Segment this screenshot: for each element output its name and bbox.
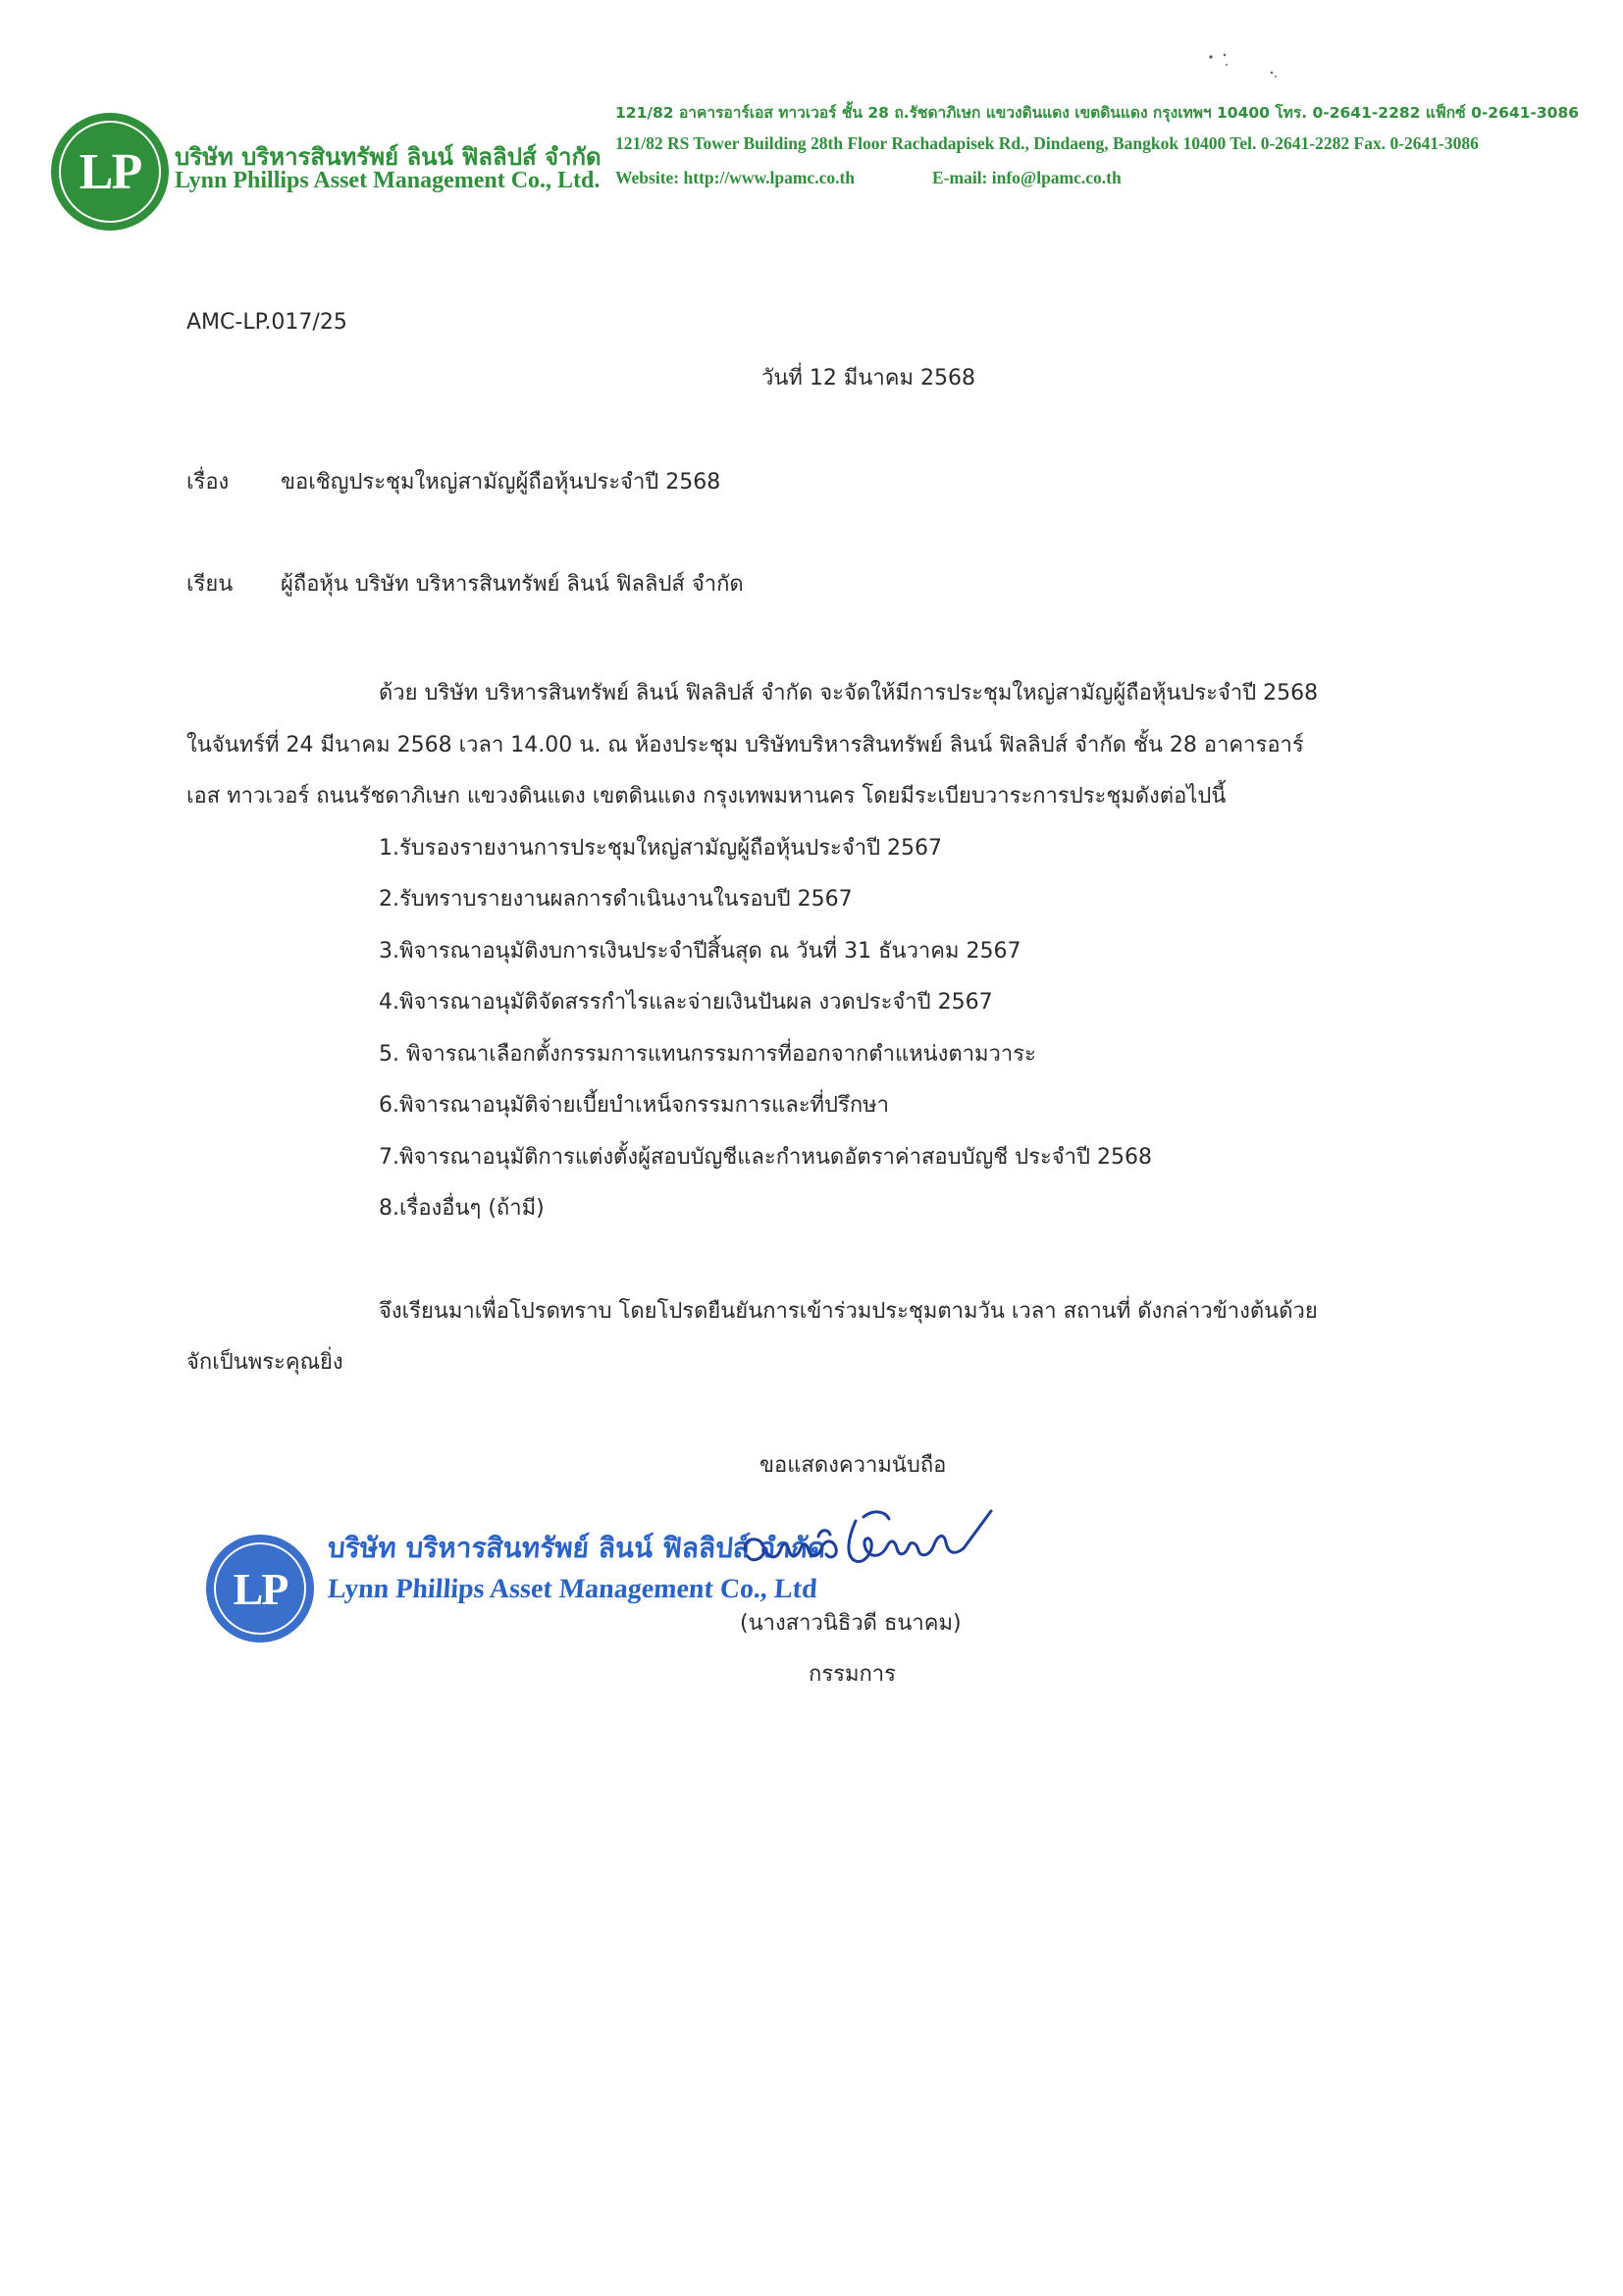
agenda-item: 5. พิจารณาเลือกตั้งกรรมการแทนกรรมการที่ออกจากตำแหน่งตามวาระ — [379, 1042, 1036, 1067]
website-link[interactable]: Website: http://www.lpamc.co.th — [615, 168, 856, 187]
handwritten-signature — [738, 1499, 1022, 1588]
signer-title: กรรมการ — [809, 1662, 896, 1687]
company-logo — [51, 113, 169, 231]
address-thai: 121/82 อาคารอาร์เอส ทาวเวอร์ ชั้น 28 ถ.รัชดาภิเษก แขวงดินแดง เขตดินแดง กรุงเทพฯ 10400 โทร. 0-2641-2282 แฟ็กซ์ 0-2641-3086 — [615, 104, 1580, 122]
closing-line: จักเป็นพระคุณยิ่ง — [186, 1350, 343, 1375]
company-name-english: Lynn Phillips Asset Management Co., Ltd. — [175, 168, 601, 193]
body-line: ด้วย บริษัท บริหารสินทรัพย์ ลินน์ ฟิลลิปส์ จำกัด จะจัดให้มีการประชุมใหญ่สามัญผู้ถือหุ้นประจำปี 2568 — [379, 681, 1319, 705]
logo-text: LP — [59, 121, 161, 223]
company-stamp-logo — [206, 1535, 314, 1643]
agenda-item: 1.รับรองรายงานการประชุมใหญ่สามัญผู้ถือหุ้นประจำปี 2567 — [379, 836, 943, 861]
email-link[interactable]: E-mail: info@lpamc.co.th — [932, 168, 1122, 187]
company-name-thai: บริษัท บริหารสินทรัพย์ ลินน์ ฟิลลิปส์ จำกัด — [175, 143, 602, 171]
stamp-name-english: Lynn Phillips Asset Management Co., Ltd — [326, 1574, 818, 1604]
reference-number: AMC-LP.017/25 — [186, 310, 347, 335]
recipient-text: ผู้ถือหุ้น บริษัท บริหารสินทรัพย์ ลินน์ ฟิลลิปส์ จำกัด — [281, 572, 744, 597]
agenda-item: 7.พิจารณาอนุมัติการแต่งตั้งผู้สอบบัญชีและกำหนดอัตราค่าสอบบัญชี ประจำปี 2568 — [379, 1145, 1152, 1170]
subject-text: ขอเชิญประชุมใหญ่สามัญผู้ถือหุ้นประจำปี 2568 — [281, 470, 721, 495]
subject-label: เรื่อง — [186, 470, 230, 495]
signer-name: (นางสาวนิธิวดี ธนาคม) — [740, 1611, 962, 1636]
to-label: เรียน — [186, 572, 234, 597]
agenda-item: 8.เรื่องอื่นๆ (ถ้ามี) — [379, 1196, 545, 1221]
agenda-item: 6.พิจารณาอนุมัติจ่ายเบี้ยบำเหน็จกรรมการและที่ปรึกษา — [379, 1093, 890, 1118]
agenda-item: 3.พิจารณาอนุมัติงบการเงินประจำปีสิ้นสุด ณ วันที่ 31 ธันวาคม 2567 — [379, 939, 1021, 964]
regards-text: ขอแสดงความนับถือ — [759, 1453, 947, 1478]
stamp-name-thai: บริษัท บริหารสินทรัพย์ ลินน์ ฟิลลิปส์ จำกัด — [326, 1532, 827, 1564]
body-line: เอส ทาวเวอร์ ถนนรัชดาภิเษก แขวงดินแดง เขตดินแดง กรุงเทพมหานคร โดยมีระเบียบวาระการประชุมดังต่อไปนี้ — [186, 784, 1227, 809]
letter-date: วันที่ 12 มีนาคม 2568 — [761, 366, 975, 391]
body-line: ในจันทร์ที่ 24 มีนาคม 2568 เวลา 14.00 น. ณ ห้องประชุม บริษัทบริหารสินทรัพย์ ลินน์ ฟิลลิปส์ จำกัด ชั้น 28 อาคารอาร์ — [186, 733, 1304, 757]
address-english: 121/82 RS Tower Building 28th Floor Rachadapisek Rd., Dindaeng, Bangkok 10400 Tel. 0-2641-2282 Fax. 0-2641-3086 — [615, 133, 1479, 153]
closing-line: จึงเรียนมาเพื่อโปรดทราบ โดยโปรดยืนยันการเข้าร่วมประชุมตามวัน เวลา สถานที่ ดังกล่าวข้างต้นด้วย — [379, 1299, 1318, 1324]
agenda-item: 2.รับทราบรายงานผลการดำเนินงานในรอบปี 2567 — [379, 887, 853, 912]
stamp-logo-text: LP — [214, 1542, 306, 1635]
scan-specks — [1205, 51, 1293, 90]
agenda-item: 4.พิจารณาอนุมัติจัดสรรกำไรและจ่ายเงินปันผล งวดประจำปี 2567 — [379, 990, 993, 1015]
